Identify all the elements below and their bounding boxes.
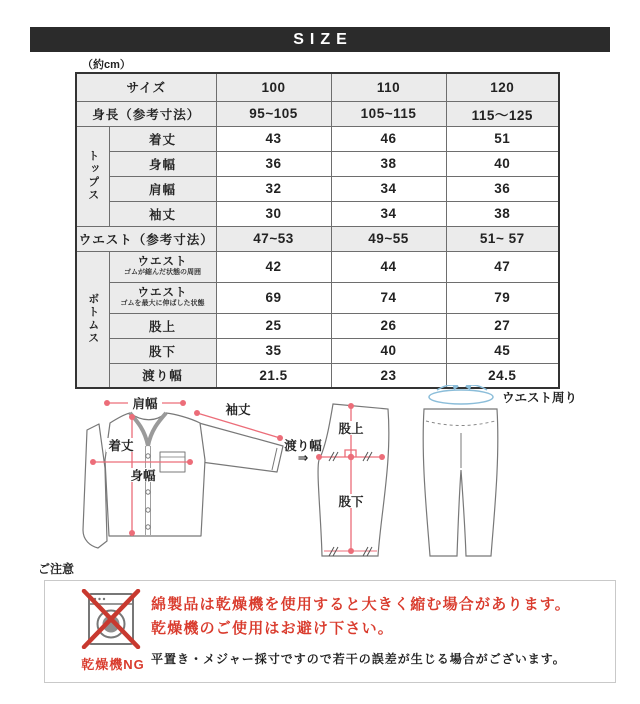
page-title: SIZE [293, 30, 353, 48]
thigh-width-arrow: ⇒ [297, 451, 309, 465]
cell-value: 36 [216, 151, 331, 176]
table-header-row [76, 73, 559, 101]
waist-100: 47~53 [216, 226, 331, 251]
waist-110: 49~55 [331, 226, 446, 251]
tops-group-label: トップス [76, 126, 109, 226]
row-label: 股下 [109, 338, 216, 363]
caution-heading: ご注意 [38, 562, 75, 576]
row-label: 股上 [109, 313, 216, 338]
size-header-bar [30, 27, 610, 52]
body-width-label: 身幅 [130, 469, 156, 483]
cell-value: 32 [216, 176, 331, 201]
rise-label: 股上 [338, 422, 364, 436]
row-label: 肩幅 [109, 176, 216, 201]
height-110: 105~115 [331, 101, 446, 126]
body-length-label: 着丈 [108, 439, 134, 453]
sleeve-length-label: 袖丈 [225, 403, 251, 417]
caution-text-column [151, 593, 607, 667]
cell-value: 23 [331, 363, 446, 388]
cell-value: 38 [446, 201, 559, 226]
cell-value: 40 [331, 338, 446, 363]
cell-value: 44 [331, 251, 446, 282]
cell-value: 35 [216, 338, 331, 363]
table-row [76, 338, 559, 363]
cell-value: 46 [331, 126, 446, 151]
waist-shrunk-label: ウエスト [137, 256, 188, 269]
row-label: 渡り幅 [109, 363, 216, 388]
cell-value: 30 [216, 201, 331, 226]
height-100: 95~105 [216, 101, 331, 126]
row-label: 着丈 [109, 126, 216, 151]
shoulder-width-label: 肩幅 [132, 397, 158, 411]
caution-box [44, 580, 616, 683]
waist-ref-label: ウエスト（参考寸法） [76, 226, 216, 251]
dryer-ng-label: 乾燥機NG [81, 657, 145, 672]
cell-value: 43 [216, 126, 331, 151]
table-row [76, 126, 559, 151]
caution-warning-line1: 綿製品は乾燥機を使用すると大きく縮む場合があります。 [151, 596, 572, 613]
right-sleeve [199, 423, 283, 472]
col-header-120: 120 [446, 73, 559, 101]
waist-ref-row [76, 226, 559, 251]
row-label: 袖丈 [109, 201, 216, 226]
row-label [109, 251, 216, 282]
cell-value: 26 [331, 313, 446, 338]
cell-value: 34 [331, 176, 446, 201]
cell-value: 47 [446, 251, 559, 282]
cell-value: 74 [331, 282, 446, 313]
cell-value: 24.5 [446, 363, 559, 388]
pants-front-diagram [423, 385, 577, 556]
cell-value: 79 [446, 282, 559, 313]
cell-value: 45 [446, 338, 559, 363]
table-row [76, 201, 559, 226]
table-row [76, 282, 559, 313]
cell-value: 69 [216, 282, 331, 313]
col-header-100: 100 [216, 73, 331, 101]
height-row [76, 101, 559, 126]
cell-value: 38 [331, 151, 446, 176]
row-label: 身幅 [109, 151, 216, 176]
header-size-label: サイズ [76, 73, 216, 101]
row-label [109, 282, 216, 313]
height-120: 115～125 [446, 101, 559, 126]
waist-around-label: ウエスト周り [502, 391, 578, 405]
thigh-width-label: 渡り幅 [284, 439, 322, 453]
cell-value: 34 [331, 201, 446, 226]
left-sleeve [83, 424, 107, 548]
no-dryer-icon [81, 589, 145, 649]
cell-value: 36 [446, 176, 559, 201]
table-row [76, 151, 559, 176]
table-row [76, 176, 559, 201]
waist-shrunk-sublabel: ゴムが縮んだ状態の周囲 [124, 269, 201, 277]
cell-value: 27 [446, 313, 559, 338]
waist-stretched-label: ウエスト [137, 287, 188, 300]
height-label: 身長（参考寸法） [76, 101, 216, 126]
unit-note: （約cm） [82, 59, 131, 71]
cell-value: 40 [446, 151, 559, 176]
table-row [76, 251, 559, 282]
size-table [75, 72, 560, 389]
dryer-ng-icon-column [69, 589, 157, 673]
waist-stretched-sublabel: ゴムを最大に伸ばした状態 [120, 300, 205, 308]
cell-value: 42 [216, 251, 331, 282]
waist-ellipse [429, 390, 493, 404]
table-row [76, 313, 559, 338]
waist-120: 51~ 57 [446, 226, 559, 251]
inseam-label: 股下 [338, 495, 364, 509]
cell-value: 51 [446, 126, 559, 151]
col-header-110: 110 [331, 73, 446, 101]
pajama-top-diagram [83, 413, 283, 548]
bottoms-group-label: ボトムス [76, 251, 109, 388]
pants-front-outline [423, 409, 498, 556]
caution-note-line: 平置き・メジャー採寸ですので若干の誤差が生じる場合がございます。 [151, 652, 566, 666]
cell-value: 21.5 [216, 363, 331, 388]
caution-warning-line2: 乾燥機のご使用はお避け下さい。 [151, 620, 395, 637]
measurement-diagrams [0, 385, 640, 580]
cell-value: 25 [216, 313, 331, 338]
